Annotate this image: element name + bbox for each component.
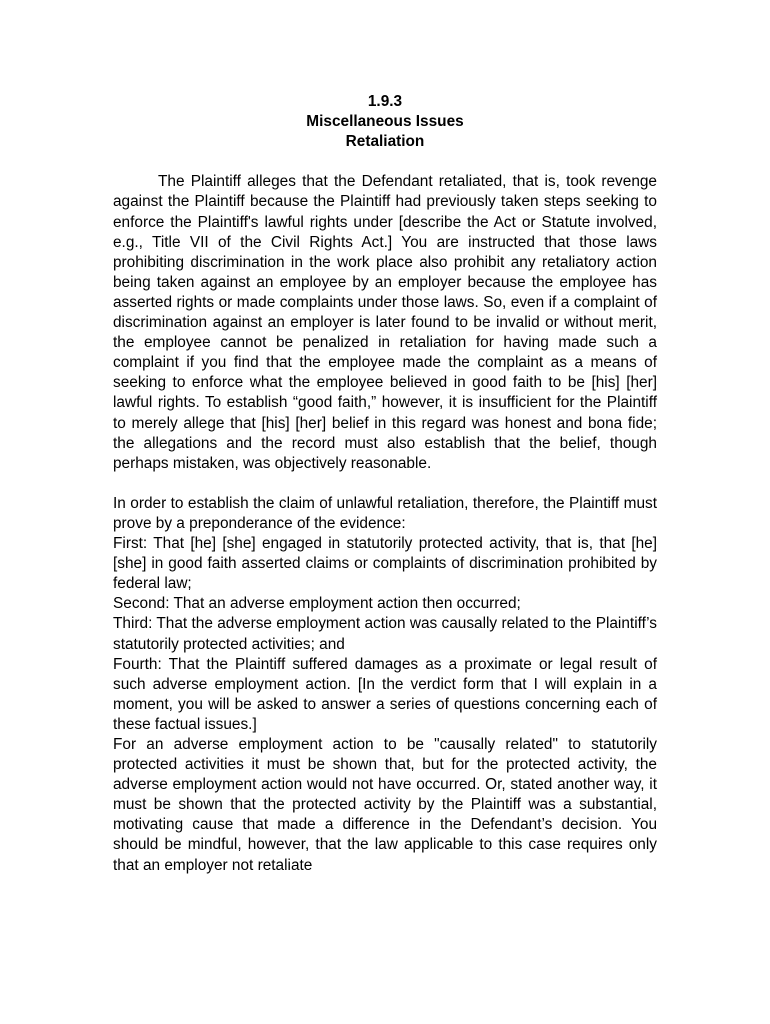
section-heading (113, 92, 657, 152)
spacer (113, 152, 657, 172)
document-page (113, 92, 657, 876)
element-fourth: Fourth: That the Plaintiff suffered damages as a proximate or legal result of such adverse employment action. [In the verdict form that I will explain in a moment, you will be asked to answer a series of questions concerning each of these factual issues.] (113, 655, 657, 733)
paragraph-retaliation-intro: The Plaintiff alleges that the Defendant retaliated, that is, took revenge against the Plaintiff because the Plaintiff had previously taken steps seeking to enforce the Plaintiff's lawful rights under [describe the Act or Statute involved, e.g., Title VII of the Civil Rights Act.] You are instructed that those laws prohibiting discrimination in the work place also prohibit any retaliatory action being taken against an employee by an employer because the employee has asserted rights or made complaints under those laws. So, even if a complaint of discrimination against an employer is later found to be invalid or without merit, the employee cannot be penalized in retaliation for having made such a complaint if you find that the employee made the complaint as a means of seeking to enforce what the employee believed in good faith to be [his] [her] lawful rights. To establish “good faith,” however, it is insufficient for the Plaintiff to merely allege that [his] [her] belief in this regard was honest and bona fide; the allegations and the record must also establish that the belief, though perhaps mistaken, was objectively reasonable. (113, 173, 657, 472)
paragraph-elements-intro: In order to establish the claim of unlawful retaliation, therefore, the Plaintiff must prove by a preponderance of the evidence: (113, 494, 657, 532)
spacer (113, 474, 657, 494)
element-third: Third: That the adverse employment action was causally related to the Plaintiff’s statutorily protected activities; and (113, 615, 657, 653)
element-first: First: That [he] [she] engaged in statutorily protected activity, that is, that [he] [she] in good faith asserted claims or complaints of discrimination prohibited by federal law; (113, 535, 657, 593)
element-second: Second: That an adverse employment action then occurred; (113, 595, 521, 613)
section-title: Retaliation (345, 133, 425, 151)
paragraph-causal-relation: For an adverse employment action to be "causally related" to statutorily protected activities it must be shown that, but for the protected activity, the adverse employment action would not have occurred. Or, stated another way, it must be shown that the protected activity by the Plaintiff was a substantial, motivating cause that made a difference in the Defendant’s decision. You should be mindful, however, that the law applicable to this case requires only that an employer not retaliate (113, 736, 657, 874)
section-number: 1.9.3 (367, 93, 403, 110)
section-group-title: Miscellaneous Issues (306, 113, 464, 131)
